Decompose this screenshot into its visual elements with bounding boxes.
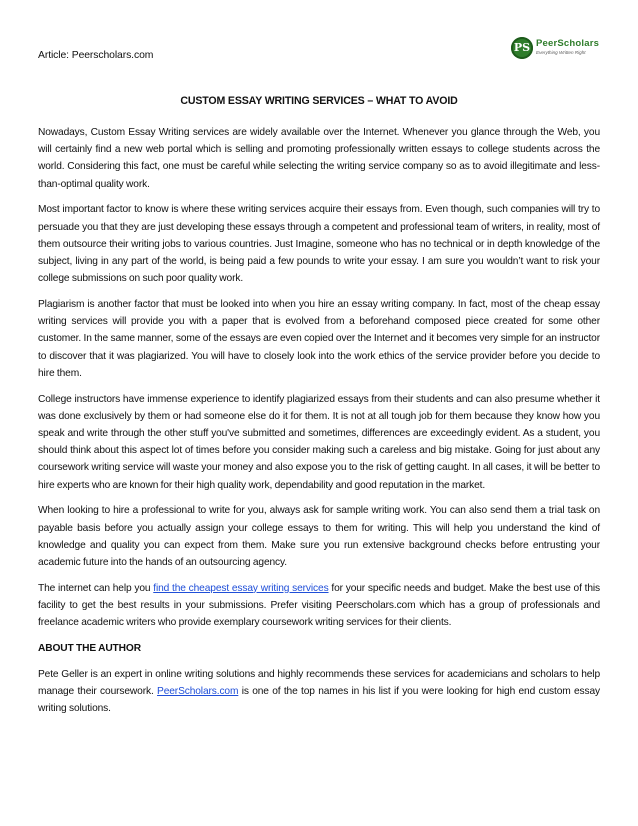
paragraph-6-before: The internet can help you	[38, 582, 154, 594]
author-after: is one of the top names in his list if you were looking for high end custom essay writing solutions.	[38, 686, 600, 715]
about-author-heading: ABOUT THE AUTHOR	[38, 643, 141, 655]
logo-name: PeerScholars	[536, 38, 600, 50]
logo-tagline: Everything Written Right	[536, 49, 586, 55]
paragraph-2: Most important factor to know is where these writing services acquire their essays from. Even though, such companies will try to persuade you that they are just developing these essays through a competent and professional team of writers, in reality, most of them outsource their writing jobs to various countries. Just Imagine, someone who has no technical or in depth knowledge of the subject, living in any part of the world, is being paid a few pounds to write your essay. I am sure you wouldn’t want to risk your college submissions on such poor quality work.	[38, 204, 600, 285]
paragraph-3: Plagiarism is another factor that must be looked into when you hire an essay writing company. In fact, most of the cheap essay writing services will provide you with a paper that is evolved from a beforehand composed piece created for some other customer. In the same manner, some of the essays are even copied over the Internet and it becomes very simple for an instructor to discover that it was plagiarized. You will have to closely look into the work ethics of the service provider before you decide to hire them.	[38, 299, 600, 379]
author-paragraph	[38, 666, 600, 718]
cheapest-essay-services-link[interactable]: find the cheapest essay writing services	[153, 582, 329, 594]
peerscholars-link[interactable]: PeerScholars.com	[157, 686, 239, 698]
page-title: CUSTOM ESSAY WRITING SERVICES – WHAT TO AVOID	[180, 95, 458, 107]
author-before: Pete Geller is an expert in online writing solutions and highly recommends these services for academicians and scholars to help manage their coursework.	[38, 668, 600, 698]
peerscholars-logo	[511, 35, 601, 60]
logo-emblem-icon: PS	[511, 37, 533, 59]
paragraph-6	[38, 580, 600, 632]
article-source-header: Article: Peerscholars.com	[38, 50, 154, 61]
paragraph-6-after: for your specific needs and budget. Make the best use of this facility to get the best results in your submissions. Prefer visiting Peerscholars.com which has a group of professionals and freelance academic writers who provide exemplary coursework writing services for their clients.	[38, 582, 600, 629]
paragraph-5: When looking to hire a professional to write for you, always ask for sample writing work. You can also send them a trial task on payable basis before you actually assign your college essays to them for writing. This will help you understand the kind of knowledge and quality you can expect from them. Make sure you run extensive background checks before entrusting your academic future into the hands of an outsourcing agency.	[38, 505, 600, 569]
paragraph-4: College instructors have immense experience to identify plagiarized essays from their students and can also presume whether it was done exclusively by them or had someone else do it for them. It is not at all tough job for them because they know how you speak and write through the other stuff you've submitted and sometimes, differences are exceedingly evident. As a student, you should think about this aspect lot of times before you consider making such a careless and big mistake. Going for just about any coursework writing service will waste your money and also expose you to the risk of getting caught. In all cases, it will be better to hire experts who are known for their high quality work, dependability and good reputation in the market.	[38, 393, 600, 491]
paragraph-1: Nowadays, Custom Essay Writing services are widely available over the Internet. Whenever you glance through the Web, you will certainly find a new web portal which is selling and promoting professionally written essays to college students across the world. Considering this fact, one must be careful while selecting the writing service company so as to avoid illegitimate and less-than-optimal quality work.	[38, 127, 600, 190]
article-body	[38, 124, 600, 726]
